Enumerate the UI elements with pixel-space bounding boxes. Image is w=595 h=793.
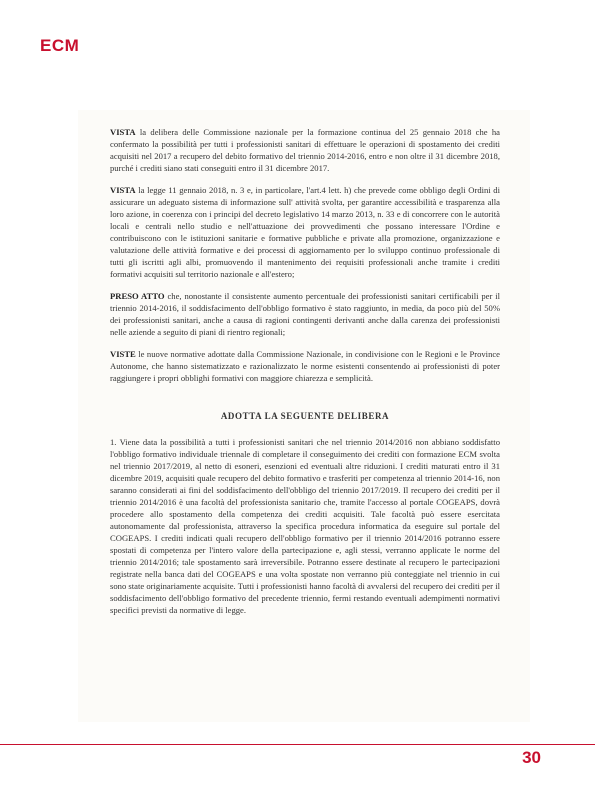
paragraph-lead: VISTE [110, 349, 136, 359]
deliberation-heading: ADOTTA LA SEGUENTE DELIBERA [220, 411, 390, 421]
paragraph-text: la delibera delle Commissione nazionale per la formazione continua del 25 gennaio 2018 che ha confermato la possibilità per tutti i professionisti sanitari di effettuare le operazioni di spostamento dei crediti acquisiti nel 2017 a recupero del debito formativo del triennio 2014-2016, entro e non oltre il 31 dicembre 2018, purché i crediti siano stati conseguiti entro il 31 dicembre 2017. [110, 127, 500, 173]
paragraph-lead: VISTA [110, 185, 136, 195]
paragraph-preso-atto [110, 290, 500, 338]
paragraph-vista-legge [110, 184, 500, 280]
paragraph-lead: VISTA [110, 127, 136, 137]
paragraph-text: che, nonostante il consistente aumento percentuale dei professionisti sanitari certificabili per il triennio 2014-2016, il soddisfacimento dell'obbligo formativo è stato raggiunto, in media, da poco più del 50% dei professionisti sanitari, anche a causa di ragioni contingenti derivanti anche dalla carenza dei professionisti nelle aziende a seguito di piani di rientro regionali; [110, 291, 501, 337]
document-body [110, 126, 500, 626]
footer-divider [0, 744, 595, 745]
page-number: 30 [522, 748, 541, 767]
paragraph-viste [110, 348, 500, 384]
section-title: ECM [40, 36, 80, 55]
paragraph-text: le nuove normative adottate dalla Commissione Nazionale, in condivisione con le Regioni e le Province Autonome, che hanno sistematizzato e razionalizzato le norme esistenti consentendo ai professionisti di poter raggiungere i propri obblighi formativi con maggiore chiarezza e semplicità. [110, 349, 500, 383]
paragraph-text: la legge 11 gennaio 2018, n. 3 e, in particolare, l'art.4 lett. h) che prevede come obbligo degli Ordini di assicurare un adeguato sistema di informazione sull' attività svolta, per garantire accessibilità e trasparenza alla loro azione, in coerenza con i principi del decreto legislativo 14 marzo 2013, n. 33 e di concorrere con le autorità locali e centrali nello studio e nell'attuazione dei provvedimenti che possano interessare l'Ordine e contribuiscono con le istituzioni sanitarie e formative pubbliche e private alla promozione, organizzazione e valutazione delle attività formative e dei processi di aggiornamento per lo sviluppo continuo professionale di tutti gli iscritti agli albi, promuovendo il mantenimento dei requisiti professionali anche tramite i crediti formativi acquisiti sul territorio nazionale e all'estero; [110, 185, 500, 279]
paragraph-lead: PRESO ATTO [110, 291, 165, 301]
paragraph-vista-delibera [110, 126, 500, 174]
paragraph-deliberation-1: 1. Viene data la possibilità a tutti i professionisti sanitari che nel triennio 2014/2016 non abbiano soddisfatto l'obbligo formativo individuale triennale di completare il conseguimento dei crediti con formazione ECM svolta nel triennio 2017/2019, al netto di esoneri, esenzioni ed eventuali altre riduzioni. I crediti maturati entro il 31 dicembre 2019, acquisiti quale recupero del debito formativo e trasferiti per competenza al triennio 2014-16, non saranno considerati ai fini del soddisfacimento dell'obbligo del triennio 2017/2019. Il recupero dei crediti per il triennio 2014/2016 è una facoltà del professionista sanitario che, tramite l'accesso al portale COGEAPS, dovrà procedere allo spostamento della competenza dei crediti acquisiti. Tale facoltà può essere esercitata autonomamente dal professionista, attraverso la specifica procedura informatica da eseguire sul portale del COGEAPS. I crediti indicati quali recupero dell'obbligo formativo per il triennio 2014/2016 potranno essere spostati di competenza per l'intero valore della partecipazione e, agli stessi, verranno applicate le norme del triennio 2014/2016; tale spostamento sarà irreversibile. Potranno essere destinate al recupero le partecipazioni registrate nella banca dati del COGEAPS e una volta spostate non verranno più conteggiate nel triennio in cui sono state originariamente acquisite. Tutti i professionisti hanno facoltà di avvalersi del recupero dei crediti per il soddisfacimento dell'obbligo formativo del precedente triennio, fermi restando eventuali adempimenti normativi specifici previsti da normative di legge. [110, 437, 500, 615]
